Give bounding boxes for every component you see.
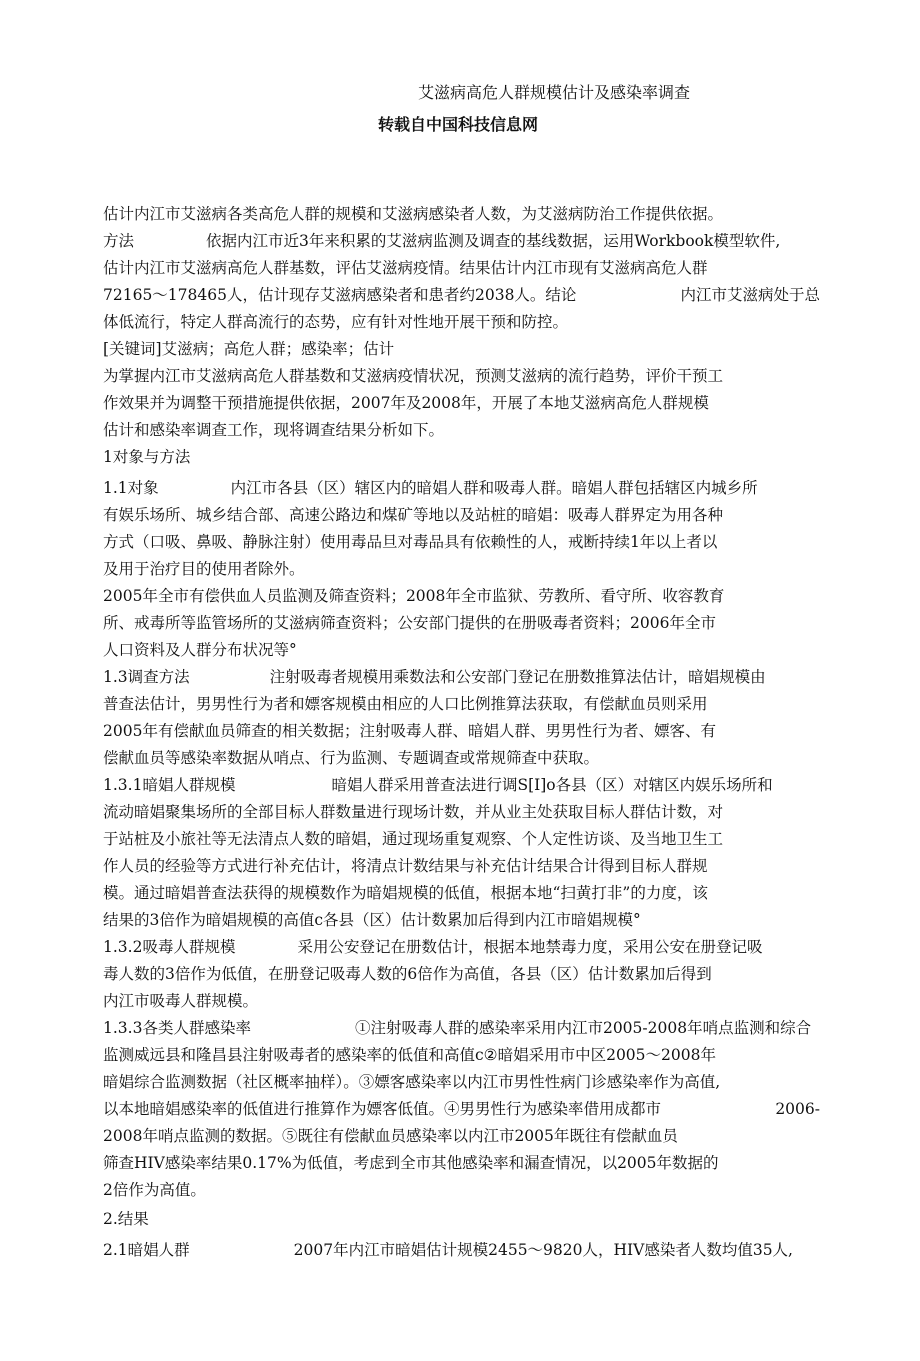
text-line: 流动暗娼聚集场所的全部目标人群数量进行现场计数，并从业主处获取目标人群估计数，对 [103,803,724,821]
text-line: 1.1对象 内江市各县（区）辖区内的暗娼人群和吸毒人群。暗娼人群包括辖区内城乡所 [103,479,758,497]
section-label: 1.3.1暗娼人群规模 [103,776,236,794]
text-line: 筛查HIV感染率结果0.17%为低值，考虑到全市其他感染率和漏查情况，以2005年数据的 [103,1154,719,1172]
text-line: 2008年哨点监测的数据。⑤既往有偿献血员感染率以内江市2005年既往有偿献血员 [103,1127,678,1145]
text-line: 监测威远县和隆昌县注射吸毒者的感染率的低值和高值c②暗娼采用市中区2005〜2008年 [103,1046,716,1064]
text-line: 估计内江市艾滋病各类高危人群的规模和艾滋病感染者人数，为艾滋病防治工作提供依据。 [103,205,724,223]
section-label: 2.1暗娼人群 [103,1241,190,1259]
text-line: 及用于治疗目的使用者除外。 [103,560,305,578]
text-line: 结果的3倍作为暗娼规模的高值c各县（区）估计数累加后得到内江市暗娼规模° [103,911,641,929]
text-line: 2倍作为高值。 [103,1181,206,1199]
document-title: 艾滋病高危人群规模估计及感染率调查 [418,83,691,102]
text-line: 偿献血员等感染率数据从哨点、行为监测、专题调查或常规筛查中获取。 [103,749,600,767]
text-line: 1.3调查方法 注射吸毒者规模用乘数法和公安部门登记在册数推算法估计，暗娼规模由 [103,668,766,686]
text-line: 毒人数的3倍作为低值，在册登记吸毒人数的6倍作为高值，各县（区）估计数累加后得到 [103,965,712,983]
text-line: 72165〜178465人，估计现存艾滋病感染者和患者约2038人。结论 内江市艾滋病处于总 [103,286,820,304]
text-line: 模。通过暗娼普查法获得的规模数作为暗娼规模的低值，根据本地“扫黄打非”的力度，该 [103,884,708,902]
keywords-line: [关键词]艾滋病；高危人群；感染率；估计 [103,340,395,358]
text-line: 人口资料及人群分布状况等° [103,641,297,659]
text-line: 有娱乐场所、城乡结合部、高速公路边和煤矿等地以及站桩的暗娼：吸毒人群界定为用各种 [103,506,724,524]
text-line: 2005年全市有偿供血人员监测及筛查资料；2008年全市监狱、劳教所、看守所、收容教育 [103,587,725,605]
section-label-method: 方法 [103,232,135,250]
text-line: 于站桩及小旅社等无法清点人数的暗娼，通过现场重复观察、个人定性访谈、及当地卫生工 [103,830,724,848]
text-line: 内江市吸毒人群规模。 [103,992,259,1010]
text-line: 暗娼综合监测数据（社区概率抽样）。③嫖客感染率以内江市男性性病门诊感染率作为高值, [103,1073,721,1091]
section-label: 1.1对象 [103,479,159,497]
text-line: 估计内江市艾滋病高危人群基数，评估艾滋病疫情。结果估计内江市现有艾滋病高危人群 [103,259,708,277]
text-line: 方式（口吸、鼻吸、静脉注射）使用毒品旦对毒品具有依赖性的人，戒断持续1年以上者以 [103,533,718,551]
section-label: 1.3调查方法 [103,668,190,686]
text-line: 作人员的经验等方式进行补充估计，将清点计数结果与补充估计结果合计得到目标人群规 [103,857,708,875]
text-line: 估计和感染率调查工作，现将调查结果分析如下。 [103,421,445,439]
text-line: 1.3.1暗娼人群规模 暗娼人群采用普查法进行调S[I]o各县（区）对辖区内娱乐场所和 [103,776,773,794]
text-line: 2.1暗娼人群 2007年内江市暗娼估计规模2455〜9820人，HIV感染者人数均值35人, [103,1241,793,1259]
text-line: 1.3.2吸毒人群规模 采用公安登记在册数估计，根据本地禁毒力度，采用公安在册登记吸 [103,938,763,956]
document-body [103,201,820,1264]
text-line: 所、戒毒所等监管场所的艾滋病筛查资料；公安部门提供的在册吸毒者资料；2006年全市 [103,614,716,632]
text-line: 作效果并为调整干预措施提供依据，2007年及2008年，开展了本地艾滋病高危人群规模 [103,394,709,412]
document-source: 转载自中国科技信息网 [378,115,539,134]
text-line: 以本地暗娼感染率的低值进行推算作为嫖客低值。④男男性行为感染率借用成都市 2006- [103,1100,820,1118]
section-label: 1.3.2吸毒人群规模 [103,938,236,956]
text-line: 2005年有偿献血员筛查的相关数据；注射吸毒人群、暗娼人群、男男性行为者、嫖客、有 [103,722,716,740]
section-label: 1.3.3各类人群感染率 [103,1019,251,1037]
section-heading: 2.结果 [103,1210,149,1228]
text-line: 方法 依据内江市近3年来积累的艾滋病监测及调查的基线数据，运用Workbook模型软件, [103,232,781,250]
section-heading: 1对象与方法 [103,448,191,466]
text-line: 为掌握内江市艾滋病高危人群基数和艾滋病疫情状况，预测艾滋病的流行趋势，评价干预工 [103,367,724,385]
text-line: 普查法估计，男男性行为者和嫖客规模由相应的人口比例推算法获取，有偿献血员则采用 [103,695,708,713]
text-line: 体低流行，特定人群高流行的态势，应有针对性地开展干预和防控。 [103,313,569,331]
text-line: 1.3.3各类人群感染率 ①注射吸毒人群的感染率采用内江市2005-2008年哨点监测和综合 [103,1019,812,1037]
